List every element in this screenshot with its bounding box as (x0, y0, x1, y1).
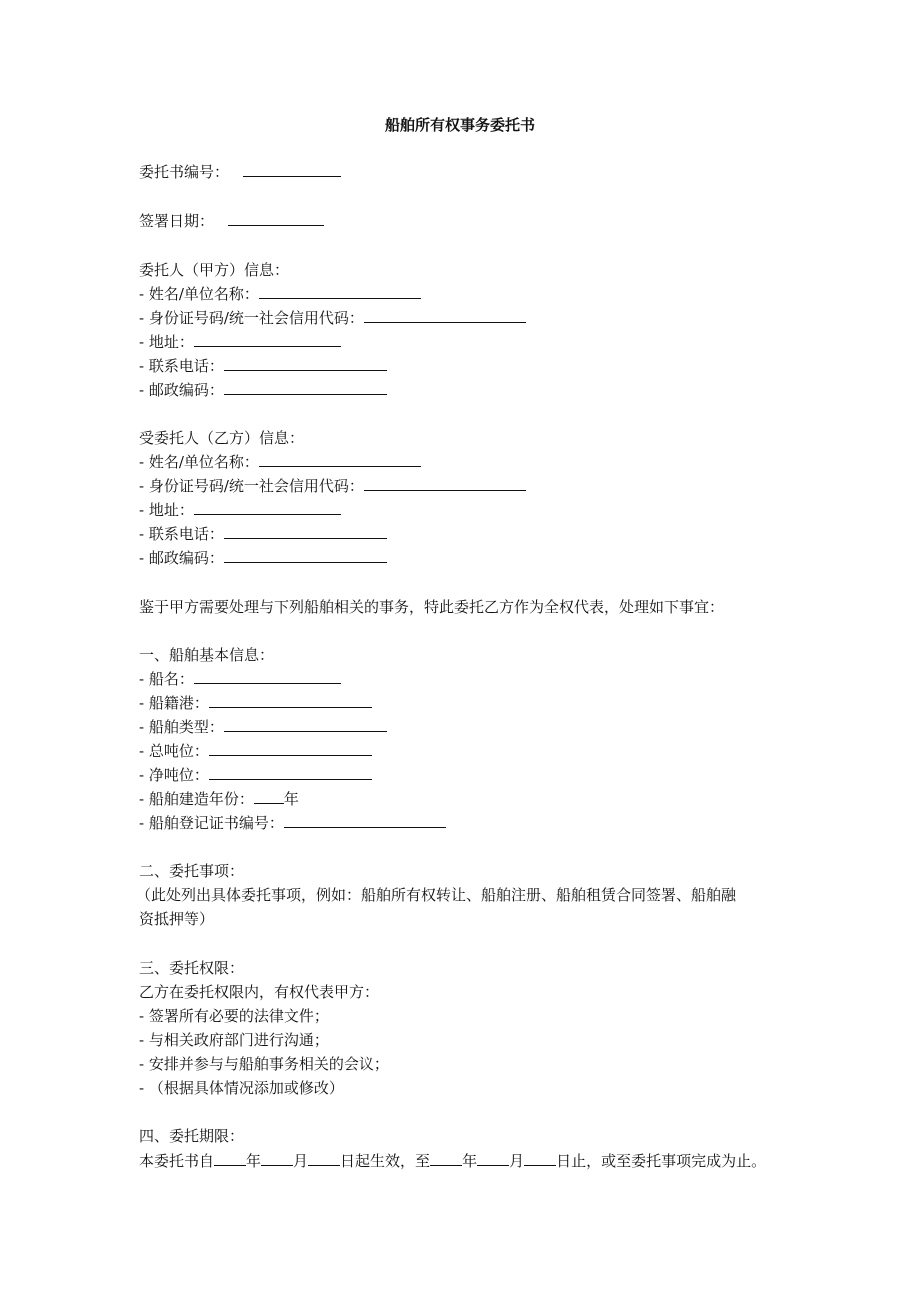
port-label: - 船籍港： (139, 694, 209, 712)
party-b-id-line (139, 476, 526, 496)
start-month-blank[interactable] (261, 1151, 293, 1166)
build-year-label: - 船舶建造年份： (139, 790, 254, 808)
party-a-name-blank[interactable] (259, 284, 421, 299)
contract-no-blank[interactable] (243, 162, 341, 177)
port-blank[interactable] (209, 693, 372, 708)
section2-text-2: 资抵押等） (139, 910, 215, 928)
party-a-address-blank[interactable] (194, 332, 341, 347)
section4-term-line (139, 1151, 766, 1171)
start-day-blank[interactable] (308, 1151, 340, 1166)
party-b-address-line (139, 500, 341, 520)
term-text-middle: 日起生效，至 (340, 1152, 431, 1170)
party-a-name-label: - 姓名/单位名称： (139, 285, 259, 303)
party-b-address-blank[interactable] (194, 500, 341, 515)
sign-date-blank[interactable] (228, 211, 324, 226)
intro-paragraph: 鉴于甲方需要处理与下列船舶相关的事务，特此委托乙方作为全权代表，处理如下事宜： (139, 598, 725, 616)
net-tonnage-label: - 净吨位： (139, 766, 209, 784)
term-year-label-2: 年 (462, 1152, 478, 1170)
party-b-phone-label: - 联系电话： (139, 525, 224, 543)
ship-type-label: - 船舶类型： (139, 718, 224, 736)
party-a-id-blank[interactable] (364, 308, 526, 323)
ship-name-line (139, 669, 341, 689)
party-b-postcode-blank[interactable] (224, 548, 387, 563)
cert-no-blank[interactable] (284, 813, 446, 828)
party-b-address-label: - 地址： (139, 501, 194, 519)
party-a-postcode-blank[interactable] (224, 380, 387, 395)
sign-date-line (139, 211, 324, 231)
section2-text-1: （此处列出具体委托事项，例如：船舶所有权转让、船舶注册、船舶租赁合同签署、船舶融 (136, 886, 737, 904)
start-year-blank[interactable] (214, 1151, 246, 1166)
end-month-blank[interactable] (477, 1151, 509, 1166)
party-b-name-blank[interactable] (259, 452, 421, 467)
party-a-postcode-line (139, 380, 387, 400)
ship-name-label: - 船名： (139, 670, 194, 688)
build-year-blank[interactable] (254, 789, 284, 804)
party-a-phone-blank[interactable] (224, 356, 387, 371)
term-month-label-2: 月 (509, 1152, 525, 1170)
party-b-postcode-label: - 邮政编码： (139, 549, 224, 567)
end-year-blank[interactable] (430, 1151, 462, 1166)
net-tonnage-blank[interactable] (209, 765, 372, 780)
build-year-suffix: 年 (283, 790, 299, 808)
ship-name-blank[interactable] (194, 669, 341, 684)
party-a-phone-label: - 联系电话： (139, 357, 224, 375)
term-year-label-1: 年 (246, 1152, 262, 1170)
party-a-heading: 委托人（甲方）信息： (139, 261, 290, 279)
section4-heading: 四、委托期限： (139, 1127, 245, 1145)
party-a-phone-line (139, 356, 387, 376)
section3-item-2: - 与相关政府部门进行沟通； (139, 1031, 329, 1049)
term-text-end: 日止，或至委托事项完成为止。 (556, 1152, 767, 1170)
cert-no-label: - 船舶登记证书编号： (139, 814, 284, 832)
party-b-id-label: - 身份证号码/统一社会信用代码： (139, 477, 364, 495)
contract-no-line (139, 162, 341, 182)
party-b-name-line (139, 452, 421, 472)
party-a-address-label: - 地址： (139, 333, 194, 351)
section2-heading: 二、委托事项： (139, 862, 245, 880)
party-a-id-label: - 身份证号码/统一社会信用代码： (139, 309, 364, 327)
build-year-line (139, 789, 299, 809)
section3-intro: 乙方在委托权限内，有权代表甲方： (139, 983, 380, 1001)
section1-heading: 一、船舶基本信息： (139, 646, 275, 664)
party-b-name-label: - 姓名/单位名称： (139, 453, 259, 471)
ship-type-blank[interactable] (224, 717, 387, 732)
section3-item-1: - 签署所有必要的法律文件； (139, 1007, 329, 1025)
section3-item-3: - 安排并参与与船舶事务相关的会议； (139, 1055, 389, 1073)
end-day-blank[interactable] (524, 1151, 556, 1166)
party-a-postcode-label: - 邮政编码： (139, 381, 224, 399)
party-a-id-line (139, 308, 526, 328)
party-a-name-line (139, 284, 421, 304)
cert-no-line (139, 813, 446, 833)
gross-tonnage-blank[interactable] (209, 741, 372, 756)
sign-date-label: 签署日期： (139, 212, 215, 230)
contract-no-label: 委托书编号： (139, 163, 230, 181)
gross-tonnage-label: - 总吨位： (139, 742, 209, 760)
gross-tonnage-line (139, 741, 372, 761)
term-month-label-1: 月 (293, 1152, 309, 1170)
term-text-start: 本委托书自 (139, 1152, 215, 1170)
document-title: 船舶所有权事务委托书 (384, 116, 535, 134)
section3-heading: 三、委托权限： (139, 959, 245, 977)
party-b-phone-blank[interactable] (224, 524, 387, 539)
party-b-heading: 受委托人（乙方）信息： (139, 429, 305, 447)
party-b-phone-line (139, 524, 387, 544)
port-line (139, 693, 372, 713)
party-b-id-blank[interactable] (364, 476, 526, 491)
party-b-postcode-line (139, 548, 387, 568)
ship-type-line (139, 717, 387, 737)
section3-item-4: - （根据具体情况添加或修改） (139, 1079, 344, 1097)
net-tonnage-line (139, 765, 372, 785)
party-a-address-line (139, 332, 341, 352)
